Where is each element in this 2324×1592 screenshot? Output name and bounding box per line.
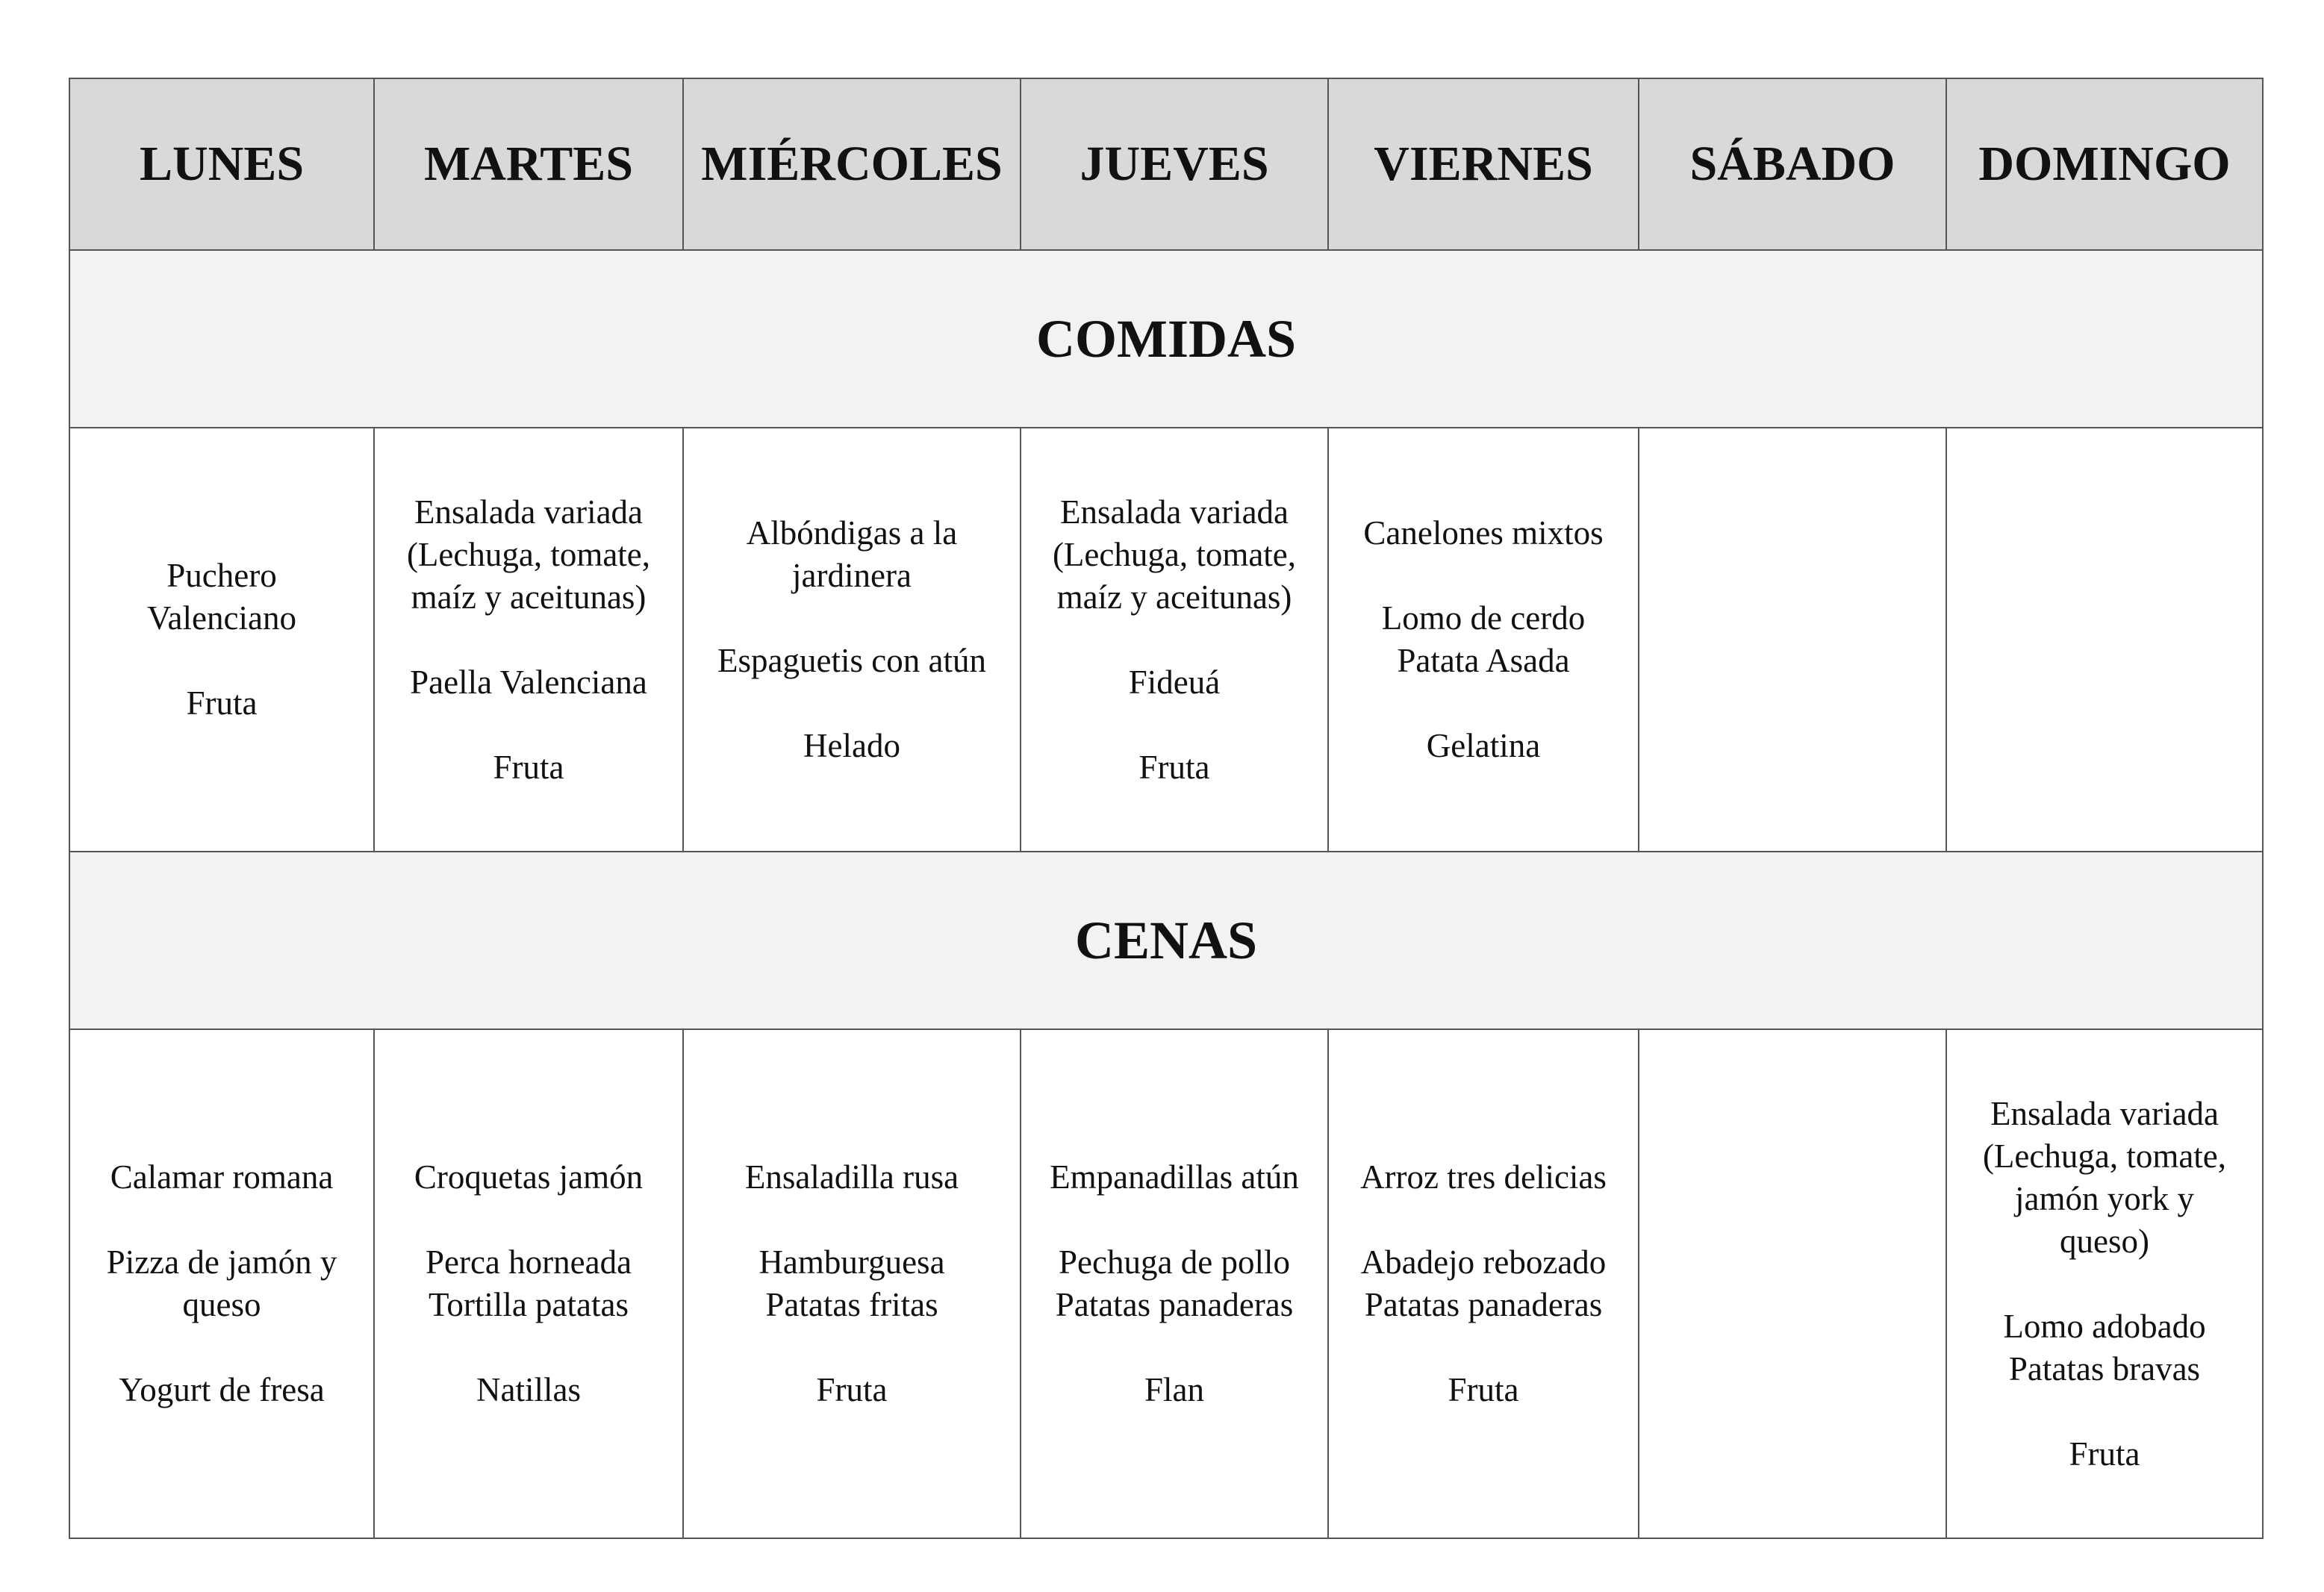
day-header-sabado: SÁBADO (1639, 78, 1946, 250)
dish-line: Paella Valenciana (410, 663, 647, 701)
dish-group-spacer (690, 1199, 1014, 1241)
dish-group-spacer (76, 1326, 367, 1369)
dish-line: Fruta (2069, 1435, 2140, 1473)
cenas-row (69, 1029, 2263, 1538)
dish-line: Canelones mixtos (1363, 514, 1604, 552)
dish-group-spacer (1027, 704, 1321, 746)
dish-line: Arroz tres delicias (1360, 1158, 1607, 1196)
dish-line: Valenciano (147, 599, 296, 637)
comidas-cell-sabado (1639, 428, 1946, 852)
dish-line: Albóndigas a la (746, 514, 958, 552)
cenas-section-row (69, 852, 2263, 1029)
dish-group-spacer (690, 1326, 1014, 1369)
dish-line: Perca horneada (425, 1243, 632, 1281)
cenas-section-title: CENAS (69, 852, 2263, 1029)
cenas-cell-jueves (1021, 1029, 1328, 1538)
dish-line: Lomo de cerdo (1381, 599, 1586, 637)
dish-line: queso) (2060, 1222, 2149, 1260)
day-header-row (69, 78, 2263, 250)
dish-group-spacer (381, 1199, 676, 1241)
dish-line: Patatas panaderas (1364, 1286, 1603, 1323)
dish-group-spacer (1335, 1199, 1632, 1241)
dish-line: jardinera (792, 557, 912, 594)
dish-group-spacer (76, 1199, 367, 1241)
cenas-cell-lunes (69, 1029, 374, 1538)
dish-line: maíz y aceitunas) (1056, 578, 1292, 616)
dish-line: Fruta (816, 1371, 888, 1408)
dish-line: Croquetas jamón (414, 1158, 644, 1196)
comidas-section-row (69, 250, 2263, 428)
dish-line: Patata Asada (1397, 642, 1570, 679)
comidas-cell-lunes (69, 428, 374, 852)
comidas-row (69, 428, 2263, 852)
cenas-cell-domingo (1946, 1029, 2263, 1538)
dish-group-spacer (381, 704, 676, 746)
dish-line: queso (182, 1286, 261, 1323)
dish-line: Patatas fritas (765, 1286, 938, 1323)
cenas-cell-martes (374, 1029, 683, 1538)
dish-line: Fruta (1138, 748, 1210, 786)
weekly-menu-table (69, 78, 2264, 1539)
dish-group-spacer (690, 597, 1014, 640)
dish-line: (Lechuga, tomate, (406, 535, 651, 573)
dish-line: Pizza de jamón y (106, 1243, 337, 1281)
dish-line: Puchero (166, 557, 277, 594)
dish-line: Fruta (493, 748, 564, 786)
cenas-cell-viernes (1328, 1029, 1639, 1538)
dish-group-spacer (76, 640, 367, 682)
dish-line: Pechuga de pollo (1059, 1243, 1290, 1281)
dish-line: Yogurt de fresa (119, 1371, 325, 1408)
day-header-lunes: LUNES (69, 78, 374, 250)
dish-line: Ensalada variada (414, 493, 644, 531)
day-header-jueves: JUEVES (1021, 78, 1328, 250)
dish-group-spacer (1027, 1199, 1321, 1241)
day-header-miercoles: MIÉRCOLES (683, 78, 1021, 250)
dish-line: Tortilla patatas (428, 1286, 629, 1323)
comidas-cell-miercoles (683, 428, 1021, 852)
comidas-cell-martes (374, 428, 683, 852)
dish-line: jamón york y (2015, 1179, 2194, 1217)
dish-line: Natillas (476, 1371, 581, 1408)
comidas-cell-jueves (1021, 428, 1328, 852)
dish-line: (Lechuga, tomate, (1982, 1137, 2227, 1175)
dish-line: Fruta (1448, 1371, 1519, 1408)
dish-line: Hamburguesa (758, 1243, 945, 1281)
cenas-cell-miercoles (683, 1029, 1021, 1538)
dish-line: Gelatina (1426, 727, 1541, 764)
dish-group-spacer (690, 682, 1014, 725)
dish-group-spacer (1953, 1390, 2256, 1433)
comidas-cell-domingo (1946, 428, 2263, 852)
dish-group-spacer (1335, 555, 1632, 597)
dish-line: Espaguetis con atún (717, 642, 986, 679)
dish-line: Ensalada variada (1990, 1094, 2219, 1132)
dish-line: maíz y aceitunas) (411, 578, 647, 616)
dish-line: Ensalada variada (1059, 493, 1289, 531)
dish-line: Fideuá (1128, 663, 1221, 701)
dish-line: Patatas panaderas (1055, 1286, 1294, 1323)
dish-group-spacer (381, 619, 676, 661)
dish-group-spacer (381, 1326, 676, 1369)
day-header-martes: MARTES (374, 78, 683, 250)
dish-line: Helado (803, 727, 900, 764)
dish-group-spacer (1335, 1326, 1632, 1369)
dish-group-spacer (1953, 1263, 2256, 1305)
day-header-viernes: VIERNES (1328, 78, 1639, 250)
dish-group-spacer (1335, 682, 1632, 725)
comidas-section-title: COMIDAS (69, 250, 2263, 428)
dish-line: Ensaladilla rusa (744, 1158, 959, 1196)
dish-line: Lomo adobado (2003, 1307, 2206, 1345)
dish-group-spacer (1027, 1326, 1321, 1369)
comidas-cell-viernes (1328, 428, 1639, 852)
dish-line: Patatas bravas (2008, 1349, 2201, 1387)
dish-line: Calamar romana (110, 1158, 334, 1196)
dish-line: Fruta (186, 684, 258, 722)
dish-line: Flan (1144, 1371, 1204, 1408)
cenas-cell-sabado (1639, 1029, 1946, 1538)
dish-group-spacer (1027, 619, 1321, 661)
day-header-domingo: DOMINGO (1946, 78, 2263, 250)
dish-line: Abadejo rebozado (1360, 1243, 1607, 1281)
dish-line: (Lechuga, tomate, (1052, 535, 1297, 573)
dish-line: Empanadillas atún (1050, 1158, 1299, 1196)
